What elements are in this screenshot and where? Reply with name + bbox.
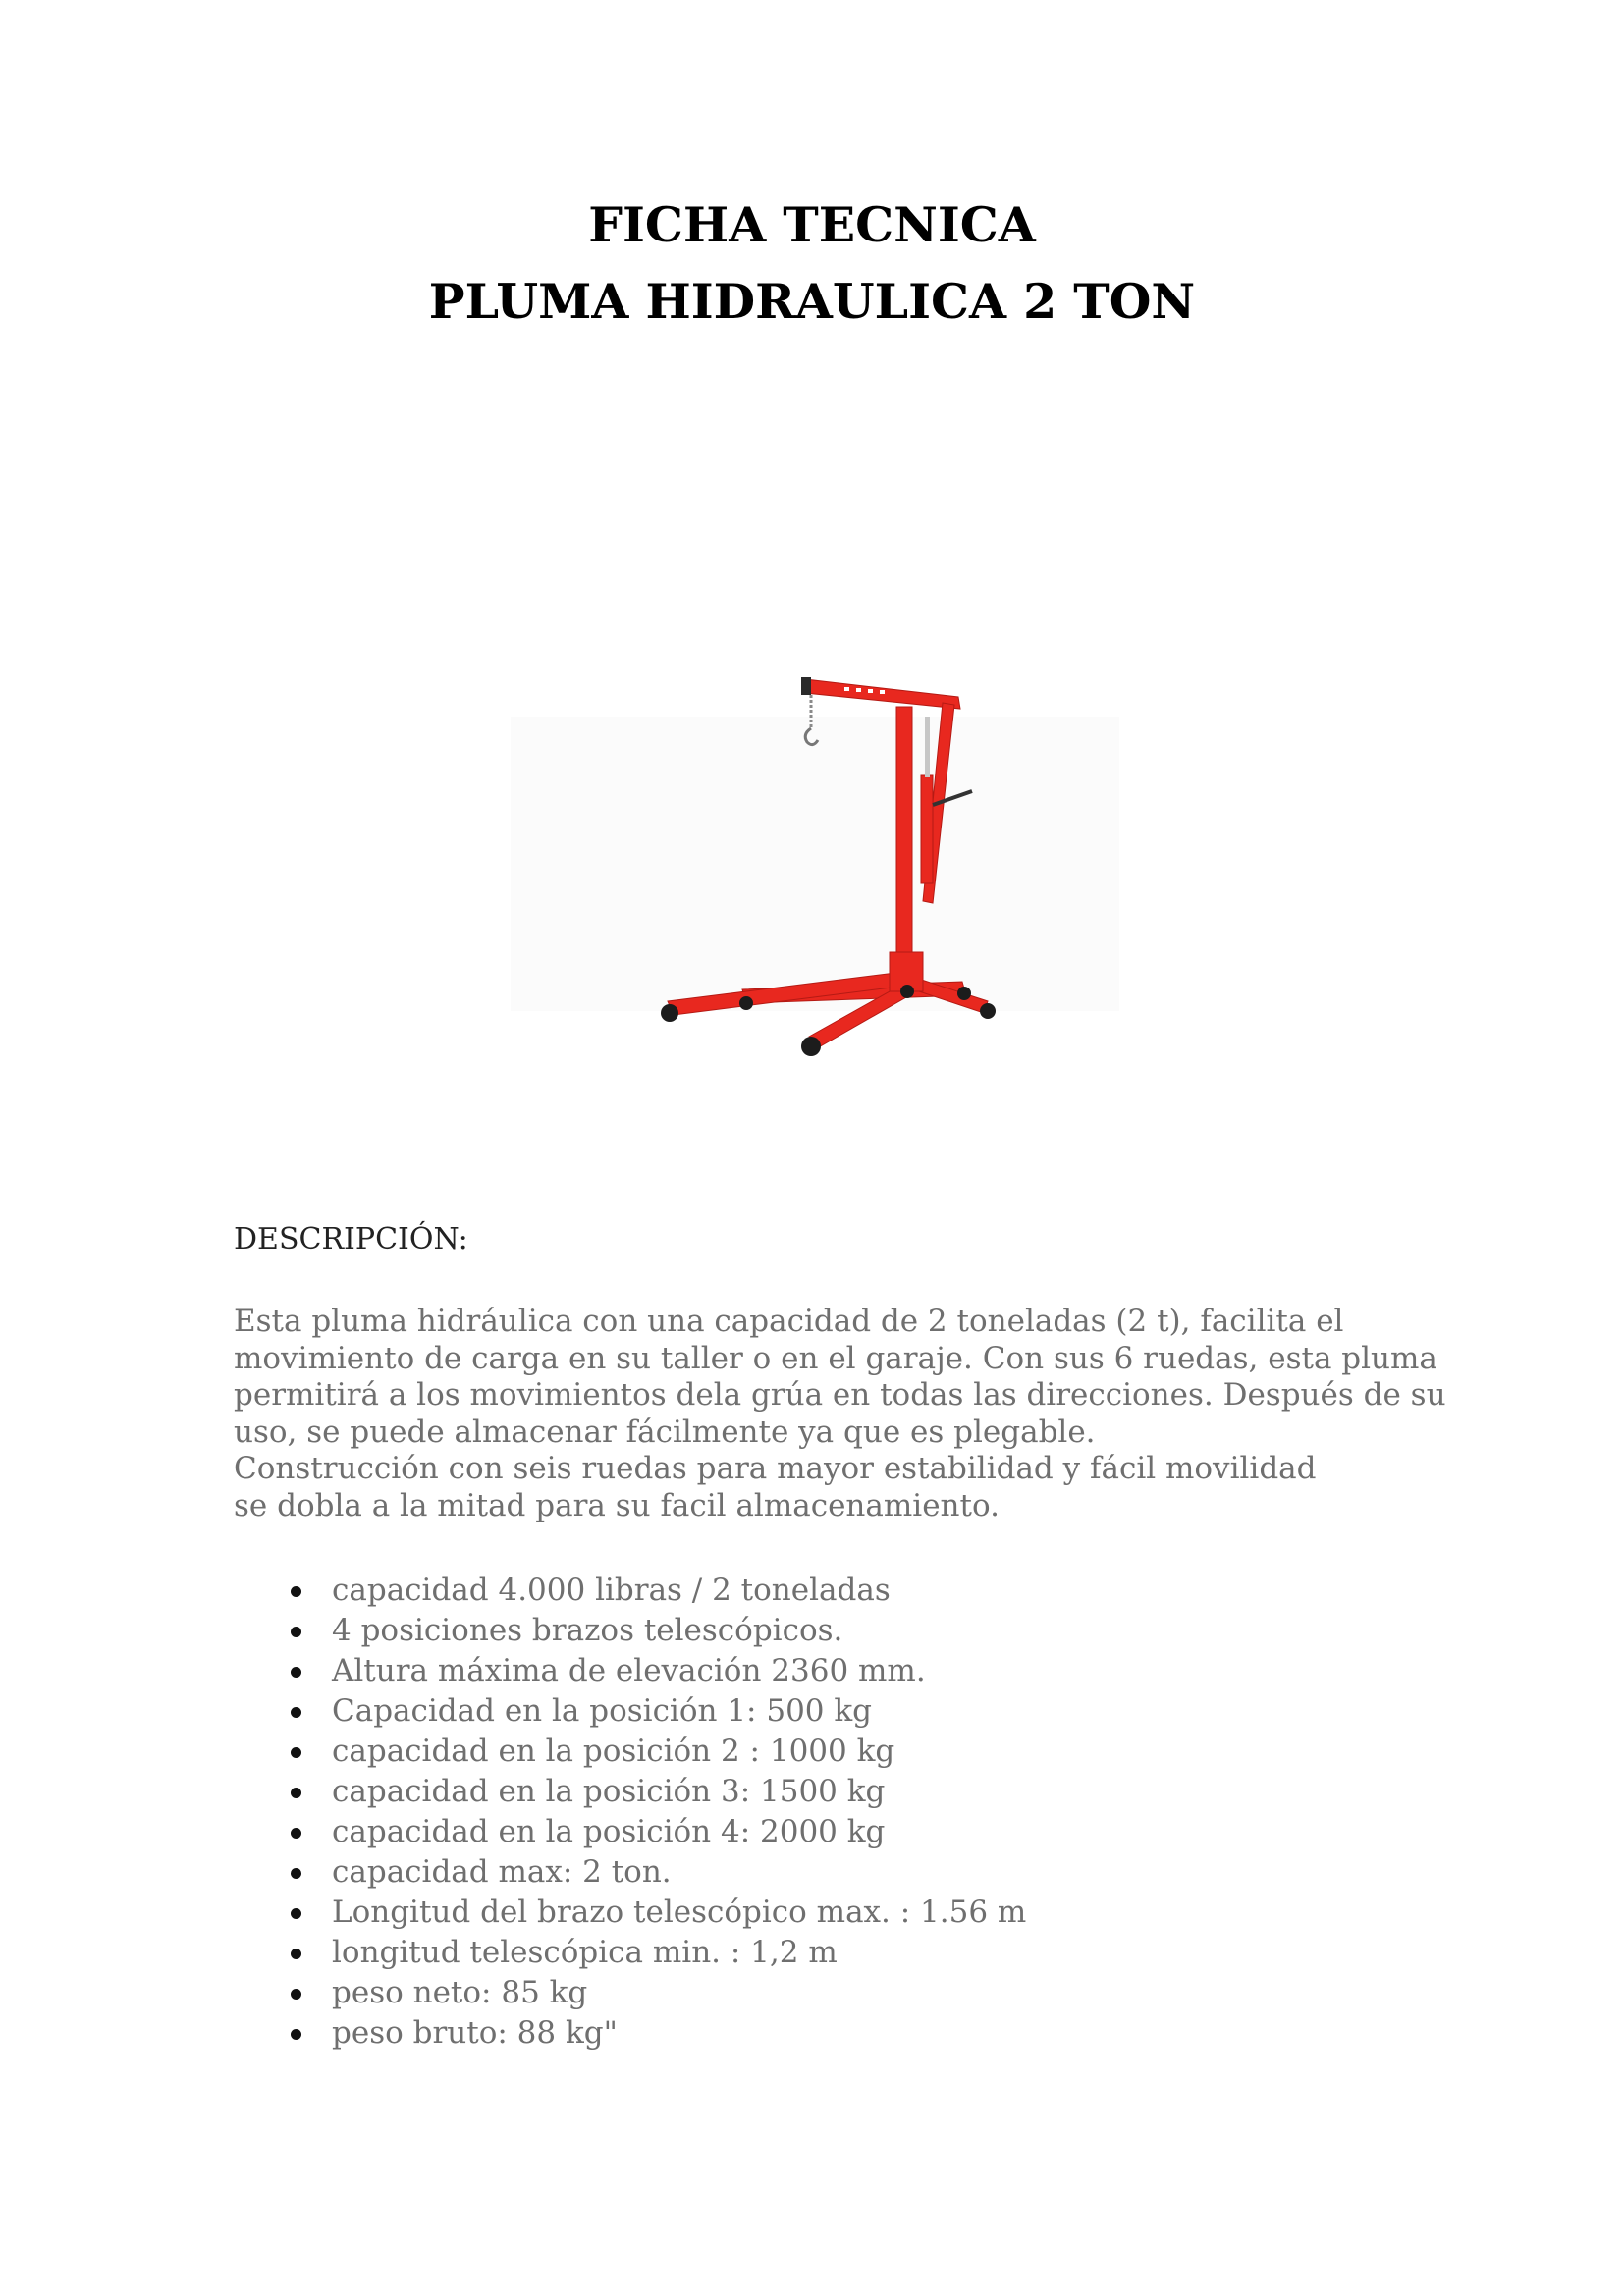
title-line-2: PLUMA HIDRAULICA 2 TON bbox=[428, 273, 1196, 330]
spec-text: capacidad max: 2 ton. bbox=[332, 1854, 672, 1890]
bullet-icon bbox=[291, 1627, 301, 1637]
spec-item bbox=[234, 1772, 1026, 1812]
description-paragraph bbox=[234, 1304, 1446, 1524]
spec-item bbox=[234, 1973, 1026, 2013]
bullet-icon bbox=[291, 1908, 301, 1919]
spec-item bbox=[234, 1812, 1026, 1852]
spec-item bbox=[234, 2013, 1026, 2054]
spec-text: peso bruto: 88 kg" bbox=[332, 2015, 618, 2051]
description-line: se dobla a la mitad para su facil almacenamiento. bbox=[234, 1487, 1000, 1523]
bullet-icon bbox=[291, 1707, 301, 1718]
title-line-1: FICHA TECNICA bbox=[588, 196, 1036, 253]
bullet-icon bbox=[291, 2029, 301, 2040]
bullet-icon bbox=[291, 1868, 301, 1879]
description-line: uso, se puede almacenar fácilmente ya que es plegable. bbox=[234, 1414, 1096, 1450]
spec-text: capacidad en la posición 4: 2000 kg bbox=[332, 1814, 886, 1849]
spec-item bbox=[234, 1893, 1026, 1933]
spec-item bbox=[234, 1732, 1026, 1772]
spec-text: capacidad en la posición 3: 1500 kg bbox=[332, 1774, 886, 1809]
description-heading: DESCRIPCIÓN: bbox=[234, 1222, 468, 1256]
description-line: Construcción con seis ruedas para mayor estabilidad y fácil movilidad bbox=[234, 1451, 1317, 1486]
spec-item bbox=[234, 1571, 1026, 1611]
description-line: movimiento de carga en su taller o en el garaje. Con sus 6 ruedas, esta pluma bbox=[234, 1340, 1437, 1376]
spec-text: Longitud del brazo telescópico max. : 1.56 m bbox=[332, 1895, 1027, 1930]
description-line: Esta pluma hidráulica con una capacidad de 2 toneladas (2 t), facilita el bbox=[234, 1304, 1344, 1339]
bullet-icon bbox=[291, 1788, 301, 1798]
engine-crane-icon bbox=[511, 658, 1119, 1070]
spec-item bbox=[234, 1852, 1026, 1893]
description-line: permitirá a los movimientos dela grúa en todas las direcciones. Después de su bbox=[234, 1377, 1446, 1413]
bullet-icon bbox=[291, 1949, 301, 1959]
spec-text: 4 posiciones brazos telescópicos. bbox=[332, 1613, 843, 1648]
spec-item bbox=[234, 1651, 1026, 1691]
bullet-icon bbox=[291, 1828, 301, 1839]
spec-item bbox=[234, 1691, 1026, 1732]
bullet-icon bbox=[291, 1747, 301, 1758]
spec-text: capacidad en la posición 2 : 1000 kg bbox=[332, 1734, 895, 1769]
spec-text: peso neto: 85 kg bbox=[332, 1975, 588, 2010]
spec-text: capacidad 4.000 libras / 2 toneladas bbox=[332, 1573, 891, 1608]
bullet-icon bbox=[291, 1667, 301, 1678]
bullet-icon bbox=[291, 1989, 301, 2000]
document-title bbox=[0, 187, 1624, 340]
spec-text: Capacidad en la posición 1: 500 kg bbox=[332, 1693, 873, 1729]
spec-text: longitud telescópica min. : 1,2 m bbox=[332, 1935, 838, 1970]
bullet-icon bbox=[291, 1586, 301, 1597]
spec-text: Altura máxima de elevación 2360 mm. bbox=[332, 1653, 926, 1688]
specifications-list bbox=[234, 1571, 1026, 2054]
spec-item bbox=[234, 1611, 1026, 1651]
spec-item bbox=[234, 1933, 1026, 1973]
